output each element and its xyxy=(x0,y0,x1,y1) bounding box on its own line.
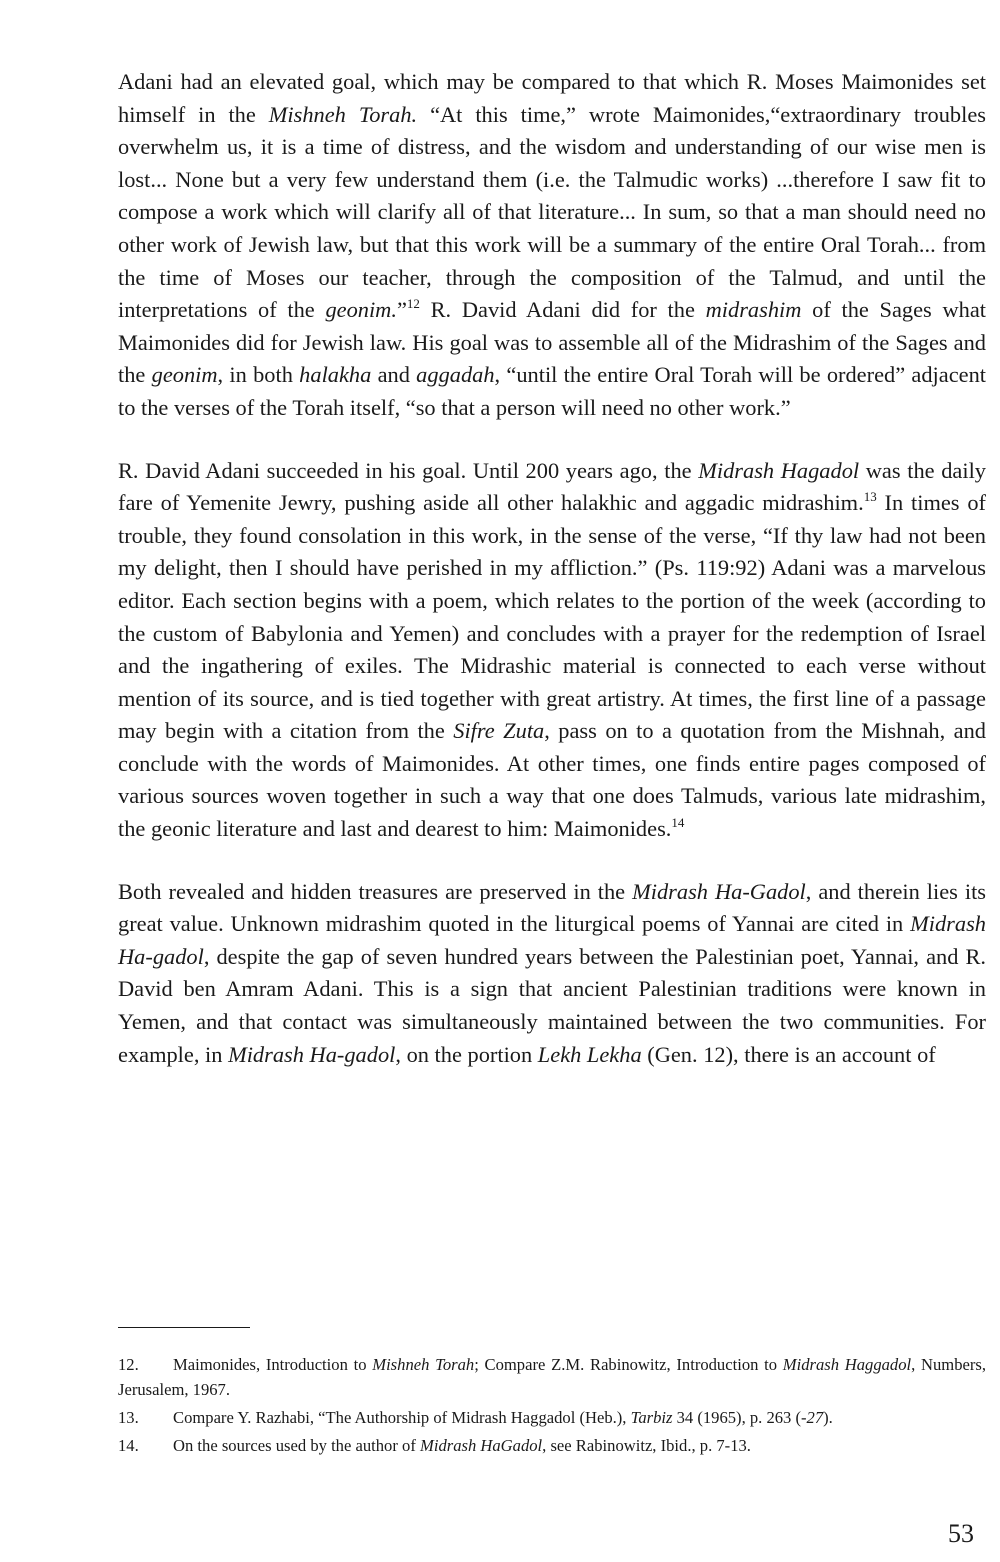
italic-text: Mishneh Torah. xyxy=(268,101,418,127)
text-run: , despite the gap of seven hundred years between the Palestinian poet, Yannai, and R. David ben Amram Adani. This is a sign that ancient Palestinian traditions were known in Yemen, and that contact was simultaneously maintained between the two communities. For example, in xyxy=(118,943,986,1067)
text-run: , see Rabinowitz, Ibid., p. 7-13. xyxy=(542,1436,751,1455)
text-run: Both revealed and hidden treasures are preserved in the xyxy=(118,878,633,904)
body-text xyxy=(118,66,986,1071)
text-run: , on the portion xyxy=(395,1041,538,1067)
footnote-ref: 13 xyxy=(863,489,877,505)
text-run: and xyxy=(371,362,417,388)
text-run: , pass on to a quotation from the Mishnah, and conclude with the words of Maimonides. At other times, one finds entire pages composed of various sources woven together in such a way that one does Talmuds, various late midrashim, the geonic literature and last and dearest to him: Maimonides. xyxy=(118,718,986,842)
italic-text: Lekh Lekha xyxy=(537,1041,642,1067)
text-run: R. David Adani did for the xyxy=(419,297,706,323)
text-run: (Gen. 12), there is an account of xyxy=(641,1041,936,1067)
footnote-ref: 12 xyxy=(406,296,420,312)
text-run: Compare Y. Razhabi, “The Authorship of Midrash Haggadol (Heb.), xyxy=(173,1408,631,1427)
paragraph xyxy=(118,876,986,1072)
footnote-number: 14. xyxy=(118,1436,139,1455)
page-number: 53 xyxy=(948,1519,974,1548)
text-run: ” xyxy=(396,297,407,323)
italic-text: Mishneh Torah xyxy=(372,1355,475,1374)
footnote-separator-rule xyxy=(118,1327,250,1328)
footnote-number: 12. xyxy=(118,1355,139,1374)
text-run: R. David Adani succeeded in his goal. Until 200 years ago, the xyxy=(118,457,699,483)
text-run: , and therein lies its great value. Unknown midrashim quoted in the liturgical poems of Yannai are cited in xyxy=(118,878,987,937)
italic-text: Midrash Hagadol xyxy=(698,457,860,483)
italic-text: midrashim xyxy=(705,297,802,323)
text-run: In times of trouble, they found consolation in this work, in the sense of the verse, “If thy law had not been my delight, then I should have perished in my affliction.” (Ps. 119:92) Adani was a marvelous editor. Each section begins with a poem, which relates to the portion of the week (according to the custom of Babylonia and Yemen) and concludes with a prayer for the redemption of Israel and the ingathering of exiles. The Midrashic material is connected to each verse without mention of its source, and is tied together with great artistry. At times, the first line of a passage may begin with a citation from the xyxy=(118,490,987,744)
italic-text: Midrash Haggadol xyxy=(782,1355,912,1374)
italic-text: Sifre Zuta xyxy=(453,718,545,744)
text-run: of the Sages what Maimonides did for Jewish law. His goal was to assemble all of the Midrashim of the Sages and the xyxy=(118,297,986,388)
text-run: was the daily fare of Yemenite Jewry, pushing aside all other halakhic and aggadic midrashim. xyxy=(118,457,986,516)
italic-text: geonim. xyxy=(325,297,397,323)
italic-text: Midrash HaGadol xyxy=(420,1436,543,1455)
text-run: 34 (1965), p. 263 ( xyxy=(672,1408,802,1427)
footnote-12 xyxy=(118,1352,986,1402)
italic-text: Midrash Ha-gadol xyxy=(228,1041,396,1067)
text-run: On the sources used by the author of xyxy=(173,1436,421,1455)
footnote-13 xyxy=(118,1405,986,1430)
footnote-text xyxy=(118,1355,986,1399)
paragraph xyxy=(118,455,986,846)
footnote-ref: 14 xyxy=(671,815,685,831)
text-run: ; Compare Z.M. Rabinowitz, Introduction to xyxy=(474,1355,783,1374)
footnote-text xyxy=(173,1408,833,1427)
footnote-number: 13. xyxy=(118,1408,139,1427)
footnote-14 xyxy=(118,1433,986,1458)
italic-text: Tarbiz xyxy=(630,1408,673,1427)
italic-text: -27 xyxy=(801,1408,824,1427)
text-run: , in both xyxy=(217,362,300,388)
italic-text: Midrash Ha-Gadol xyxy=(632,878,806,904)
text-run: “At this time,” wrote Maimonides,“extraordinary troubles overwhelm us, it is a time of distress, and the wisdom and understanding of our wise men is lost... None but a very few understand them (i.e. the Talmudic works) ...therefore I saw fit to compose a work which will clarify all of that literature... In sum, so that a man should need no other work of Jewish law, but that this work will be a summary of the entire Oral Torah... from the time of Moses our teacher, through the composition of the Talmud, and until the interpretations of the xyxy=(118,101,986,323)
footnotes xyxy=(118,1352,986,1461)
italic-text: halakha xyxy=(299,362,372,388)
text-run: Maimonides, Introduction to xyxy=(173,1355,373,1374)
italic-text: geonim xyxy=(151,362,218,388)
text-run: , Numbers, Jerusalem, 1967. xyxy=(118,1355,987,1399)
italic-text: aggadah xyxy=(416,362,495,388)
text-run: Adani had an elevated goal, which may be compared to that which R. Moses Maimonides set himself in the xyxy=(118,69,986,127)
text-run: ). xyxy=(823,1408,833,1427)
text-run: , “until the entire Oral Torah will be ordered” adjacent to the verses of the Torah itself, “so that a person will need no other work.” xyxy=(118,362,986,420)
paragraph xyxy=(118,66,986,425)
footnote-text xyxy=(173,1436,751,1455)
italic-text: Midrash Ha-gadol xyxy=(118,911,986,969)
